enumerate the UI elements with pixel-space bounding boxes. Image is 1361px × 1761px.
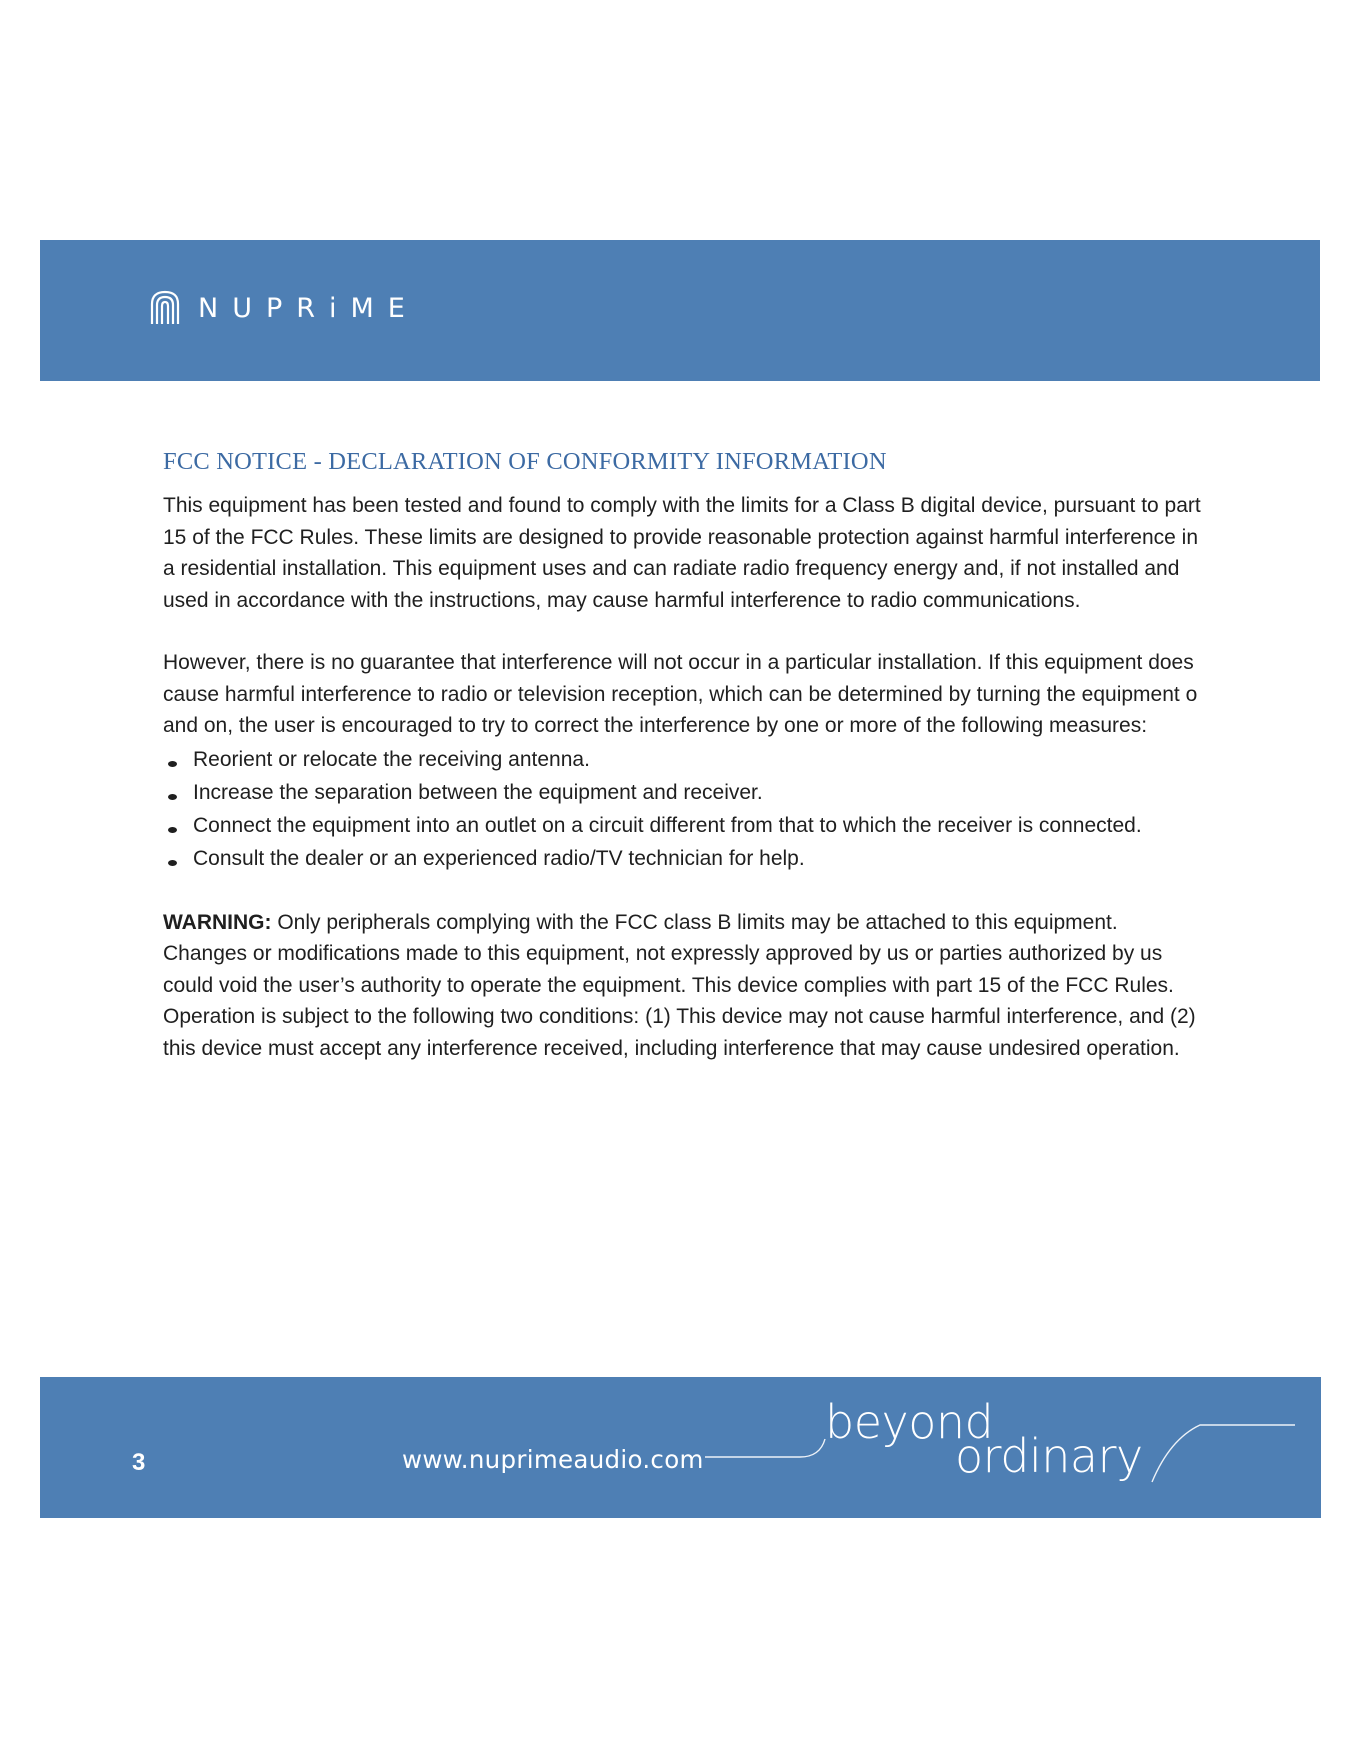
- fcc-notice: [163, 448, 1213, 1064]
- list-item: [163, 810, 1213, 842]
- bullet-icon: [168, 761, 177, 767]
- measures-list: [163, 744, 1213, 875]
- page-title: FCC NOTICE - DECLARATION OF CONFORMITY INFORMATION: [163, 448, 887, 475]
- measure-text: Increase the separation between the equipment and receiver.: [193, 780, 763, 804]
- tagline-ordinary: ordinary: [955, 1429, 1143, 1483]
- brand-name: NUPRiME: [198, 292, 419, 324]
- header-band: [40, 240, 1320, 381]
- bullet-icon: [168, 860, 177, 866]
- spacer: [163, 876, 1213, 907]
- warning-paragraph: [163, 907, 1213, 939]
- list-item: [163, 843, 1213, 875]
- footer-band: [40, 1377, 1321, 1518]
- compliance-paragraph: This equipment has been tested and found to comply with the limits for a Class B digital device, pursuant to part 15 of the FCC Rules. These limits are designed to provide reasonable protection against harmful interference in a residential installation. This equipment uses and can radiate radio frequency energy and, if not installed and used in accordance with the instructions, may cause harmful interference to radio communications.: [163, 494, 1201, 612]
- brand-logo: [150, 290, 419, 326]
- list-item: [163, 777, 1213, 809]
- warning-label: WARNING:: [163, 910, 272, 934]
- website-link[interactable]: www.nuprimeaudio.com: [402, 1445, 704, 1474]
- interference-paragraph: However, there is no guarantee that interference will not occur in a particular installation. If this equipment does cause harmful interference to radio or television reception, which can be determined by turning the equipment o and on, the user is encouraged to try to correct the interference by one or more of the following measures:: [163, 651, 1198, 737]
- measure-text: Consult the dealer or an experienced radio/TV technician for help.: [193, 846, 805, 870]
- warning-text: Only peripherals complying with the FCC class B limits may be attached to this equipment.: [271, 910, 1118, 934]
- spacer: [163, 616, 1213, 647]
- page-number: 3: [132, 1449, 146, 1476]
- conditions-paragraph: Changes or modifications made to this equipment, not expressly approved by us or parties authorized by us could void the user’s authority to operate the equipment. This device complies with part 15 of the FCC Rules. Operation is subject to the following two conditions: (1) This device may not cause harmful interference, and (2) this device must accept any interference received, including interference that may cause undesired operation.: [163, 942, 1196, 1060]
- list-item: [163, 744, 1213, 776]
- bullet-icon: [168, 794, 177, 800]
- bullet-icon: [168, 827, 177, 833]
- measure-text: Connect the equipment into an outlet on a circuit different from that to which the receiver is connected.: [193, 813, 1142, 837]
- tagline-beyond: beyond: [825, 1395, 994, 1449]
- nuprime-arch-icon: [150, 290, 180, 326]
- measure-text: Reorient or relocate the receiving antenna.: [193, 747, 590, 771]
